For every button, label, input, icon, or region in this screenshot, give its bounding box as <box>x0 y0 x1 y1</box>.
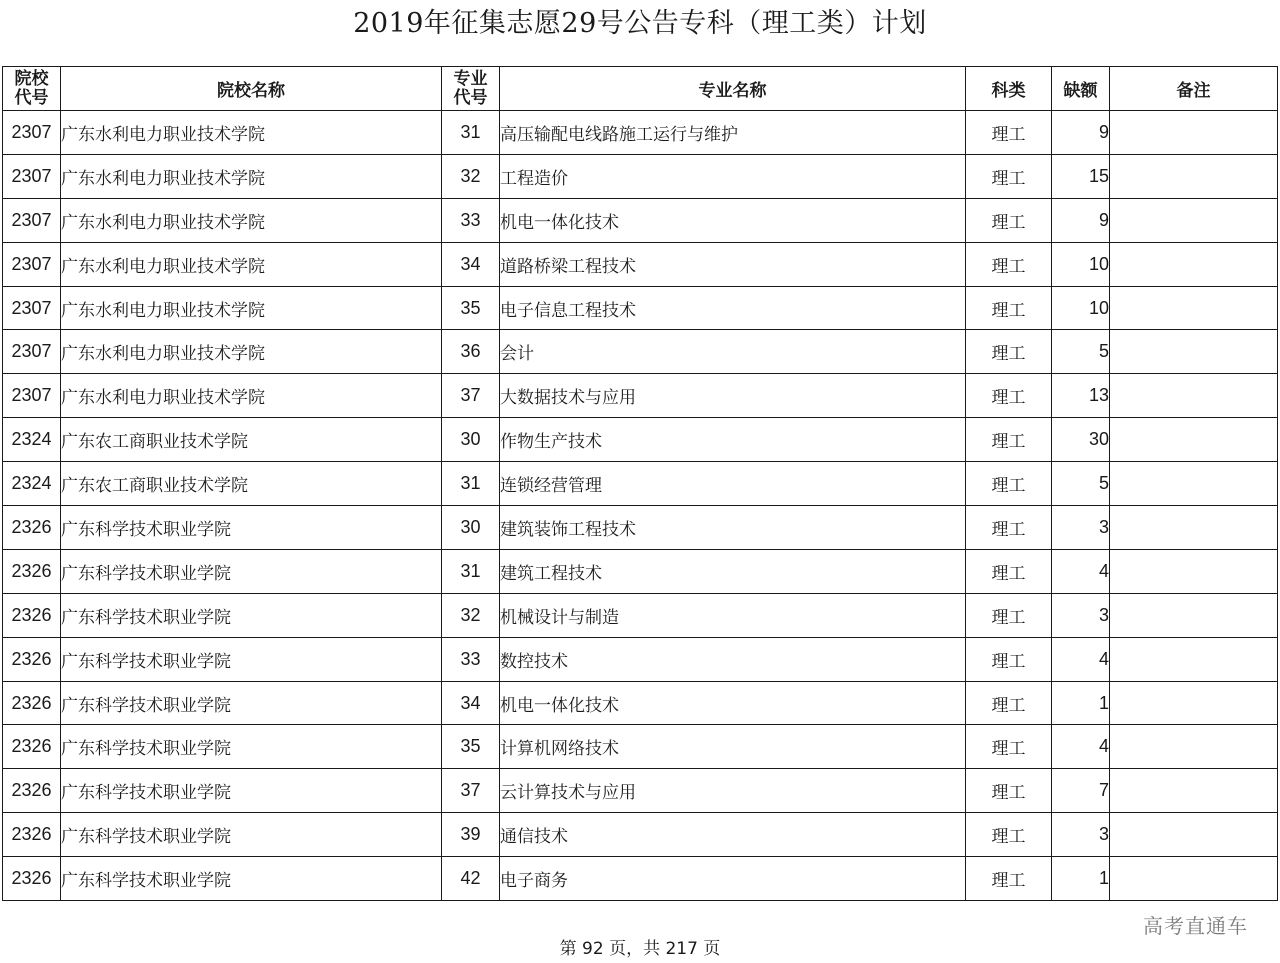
cell-remark <box>1110 330 1278 374</box>
cell-major-code: 30 <box>442 418 500 462</box>
cell-quota: 1 <box>1052 857 1110 901</box>
cell-major-code: 31 <box>442 462 500 506</box>
table-row <box>3 725 1278 769</box>
cell-remark <box>1110 462 1278 506</box>
cell-major-name: 机电一体化技术 <box>500 198 966 242</box>
cell-category: 理工 <box>966 374 1052 418</box>
cell-category: 理工 <box>966 813 1052 857</box>
table-row <box>3 637 1278 681</box>
header-category: 科类 <box>966 67 1052 111</box>
cell-school-name: 广东科学技术职业学院 <box>61 593 442 637</box>
cell-category: 理工 <box>966 242 1052 286</box>
cell-major-name: 电子商务 <box>500 857 966 901</box>
cell-school-name: 广东科学技术职业学院 <box>61 637 442 681</box>
cell-major-name: 计算机网络技术 <box>500 725 966 769</box>
cell-category: 理工 <box>966 418 1052 462</box>
cell-school-name: 广东科学技术职业学院 <box>61 506 442 550</box>
table-header-row <box>3 67 1278 111</box>
cell-remark <box>1110 154 1278 198</box>
header-major-code-line1: 专业 <box>453 68 488 89</box>
cell-remark <box>1110 769 1278 813</box>
cell-quota: 10 <box>1052 242 1110 286</box>
cell-remark <box>1110 725 1278 769</box>
cell-category: 理工 <box>966 198 1052 242</box>
cell-remark <box>1110 242 1278 286</box>
cell-remark <box>1110 549 1278 593</box>
cell-school-name: 广东水利电力职业技术学院 <box>61 374 442 418</box>
cell-major-code: 39 <box>442 813 500 857</box>
cell-category: 理工 <box>966 637 1052 681</box>
cell-school-name: 广东水利电力职业技术学院 <box>61 198 442 242</box>
cell-school-name: 广东科学技术职业学院 <box>61 813 442 857</box>
cell-category: 理工 <box>966 462 1052 506</box>
page-footer: 第 92 页，共 217 页 <box>559 939 721 959</box>
cell-category: 理工 <box>966 154 1052 198</box>
table-row <box>3 593 1278 637</box>
cell-school-code: 2324 <box>3 418 61 462</box>
cell-quota: 7 <box>1052 769 1110 813</box>
cell-major-code: 42 <box>442 857 500 901</box>
cell-school-code: 2326 <box>3 769 61 813</box>
table-row <box>3 462 1278 506</box>
header-school-name: 院校名称 <box>61 67 442 111</box>
cell-major-name: 云计算技术与应用 <box>500 769 966 813</box>
table-row <box>3 330 1278 374</box>
cell-school-name: 广东水利电力职业技术学院 <box>61 286 442 330</box>
cell-category: 理工 <box>966 330 1052 374</box>
header-school-code-line1: 院校 <box>14 68 49 89</box>
cell-school-name: 广东科学技术职业学院 <box>61 857 442 901</box>
cell-school-code: 2326 <box>3 857 61 901</box>
header-remark: 备注 <box>1110 67 1278 111</box>
cell-major-name: 高压输配电线路施工运行与维护 <box>500 111 966 155</box>
table-row <box>3 681 1278 725</box>
cell-quota: 4 <box>1052 637 1110 681</box>
cell-school-code: 2307 <box>3 111 61 155</box>
cell-remark <box>1110 418 1278 462</box>
cell-school-name: 广东水利电力职业技术学院 <box>61 154 442 198</box>
cell-category: 理工 <box>966 681 1052 725</box>
cell-major-name: 数控技术 <box>500 637 966 681</box>
cell-remark <box>1110 286 1278 330</box>
cell-school-code: 2326 <box>3 637 61 681</box>
cell-major-name: 机电一体化技术 <box>500 681 966 725</box>
header-quota: 缺额 <box>1052 67 1110 111</box>
cell-major-code: 30 <box>442 506 500 550</box>
table-body <box>3 111 1278 901</box>
cell-school-name: 广东科学技术职业学院 <box>61 681 442 725</box>
cell-school-code: 2326 <box>3 813 61 857</box>
cell-category: 理工 <box>966 549 1052 593</box>
table-row <box>3 242 1278 286</box>
cell-category: 理工 <box>966 725 1052 769</box>
page-title: 2019年征集志愿29号公告专科（理工类）计划 <box>353 8 927 39</box>
header-major-code-line2: 代号 <box>453 87 488 108</box>
table-row <box>3 286 1278 330</box>
cell-major-name: 工程造价 <box>500 154 966 198</box>
cell-school-code: 2307 <box>3 242 61 286</box>
cell-remark <box>1110 813 1278 857</box>
cell-major-name: 作物生产技术 <box>500 418 966 462</box>
cell-quota: 15 <box>1052 154 1110 198</box>
table-row <box>3 813 1278 857</box>
cell-school-code: 2324 <box>3 462 61 506</box>
cell-quota: 3 <box>1052 813 1110 857</box>
cell-major-code: 33 <box>442 637 500 681</box>
cell-quota: 4 <box>1052 549 1110 593</box>
cell-quota: 10 <box>1052 286 1110 330</box>
cell-remark <box>1110 593 1278 637</box>
cell-category: 理工 <box>966 593 1052 637</box>
cell-major-code: 35 <box>442 286 500 330</box>
cell-major-name: 建筑工程技术 <box>500 549 966 593</box>
cell-category: 理工 <box>966 111 1052 155</box>
cell-remark <box>1110 111 1278 155</box>
cell-category: 理工 <box>966 286 1052 330</box>
cell-quota: 13 <box>1052 374 1110 418</box>
cell-quota: 3 <box>1052 506 1110 550</box>
cell-school-name: 广东科学技术职业学院 <box>61 725 442 769</box>
cell-remark <box>1110 637 1278 681</box>
cell-major-name: 连锁经营管理 <box>500 462 966 506</box>
cell-major-code: 33 <box>442 198 500 242</box>
watermark-text: 高考直通车 <box>1143 914 1248 938</box>
cell-remark <box>1110 681 1278 725</box>
plan-table <box>2 66 1278 901</box>
table-row <box>3 506 1278 550</box>
cell-major-name: 电子信息工程技术 <box>500 286 966 330</box>
table-row <box>3 111 1278 155</box>
cell-major-code: 32 <box>442 154 500 198</box>
cell-major-name: 机械设计与制造 <box>500 593 966 637</box>
cell-school-name: 广东水利电力职业技术学院 <box>61 330 442 374</box>
cell-quota: 5 <box>1052 330 1110 374</box>
cell-major-code: 36 <box>442 330 500 374</box>
cell-major-code: 34 <box>442 242 500 286</box>
cell-quota: 3 <box>1052 593 1110 637</box>
cell-school-code: 2307 <box>3 374 61 418</box>
header-school-code-line2: 代号 <box>14 87 49 108</box>
cell-school-code: 2307 <box>3 154 61 198</box>
cell-school-name: 广东农工商职业技术学院 <box>61 462 442 506</box>
cell-major-code: 35 <box>442 725 500 769</box>
cell-major-name: 建筑装饰工程技术 <box>500 506 966 550</box>
cell-quota: 4 <box>1052 725 1110 769</box>
table-row <box>3 857 1278 901</box>
header-major-name: 专业名称 <box>500 67 966 111</box>
cell-category: 理工 <box>966 506 1052 550</box>
cell-school-code: 2326 <box>3 506 61 550</box>
table-row <box>3 374 1278 418</box>
cell-remark <box>1110 374 1278 418</box>
cell-major-code: 34 <box>442 681 500 725</box>
cell-quota: 30 <box>1052 418 1110 462</box>
table-row <box>3 769 1278 813</box>
table-row <box>3 418 1278 462</box>
cell-school-code: 2307 <box>3 330 61 374</box>
table-row <box>3 154 1278 198</box>
cell-major-code: 31 <box>442 549 500 593</box>
cell-remark <box>1110 198 1278 242</box>
cell-school-name: 广东科学技术职业学院 <box>61 549 442 593</box>
header-major-code <box>442 67 500 111</box>
cell-category: 理工 <box>966 857 1052 901</box>
table-row <box>3 198 1278 242</box>
cell-quota: 1 <box>1052 681 1110 725</box>
cell-school-code: 2326 <box>3 681 61 725</box>
cell-category: 理工 <box>966 769 1052 813</box>
cell-remark <box>1110 506 1278 550</box>
cell-school-code: 2326 <box>3 549 61 593</box>
cell-major-name: 通信技术 <box>500 813 966 857</box>
cell-major-name: 会计 <box>500 330 966 374</box>
table-row <box>3 549 1278 593</box>
cell-quota: 9 <box>1052 111 1110 155</box>
cell-school-code: 2307 <box>3 198 61 242</box>
cell-quota: 5 <box>1052 462 1110 506</box>
cell-major-code: 37 <box>442 374 500 418</box>
cell-school-code: 2326 <box>3 725 61 769</box>
cell-quota: 9 <box>1052 198 1110 242</box>
cell-school-name: 广东水利电力职业技术学院 <box>61 242 442 286</box>
header-school-code <box>3 67 61 111</box>
cell-school-code: 2307 <box>3 286 61 330</box>
cell-school-name: 广东水利电力职业技术学院 <box>61 111 442 155</box>
cell-major-code: 31 <box>442 111 500 155</box>
cell-school-code: 2326 <box>3 593 61 637</box>
cell-school-name: 广东农工商职业技术学院 <box>61 418 442 462</box>
cell-school-name: 广东科学技术职业学院 <box>61 769 442 813</box>
cell-remark <box>1110 857 1278 901</box>
cell-major-code: 32 <box>442 593 500 637</box>
cell-major-name: 道路桥梁工程技术 <box>500 242 966 286</box>
cell-major-name: 大数据技术与应用 <box>500 374 966 418</box>
cell-major-code: 37 <box>442 769 500 813</box>
